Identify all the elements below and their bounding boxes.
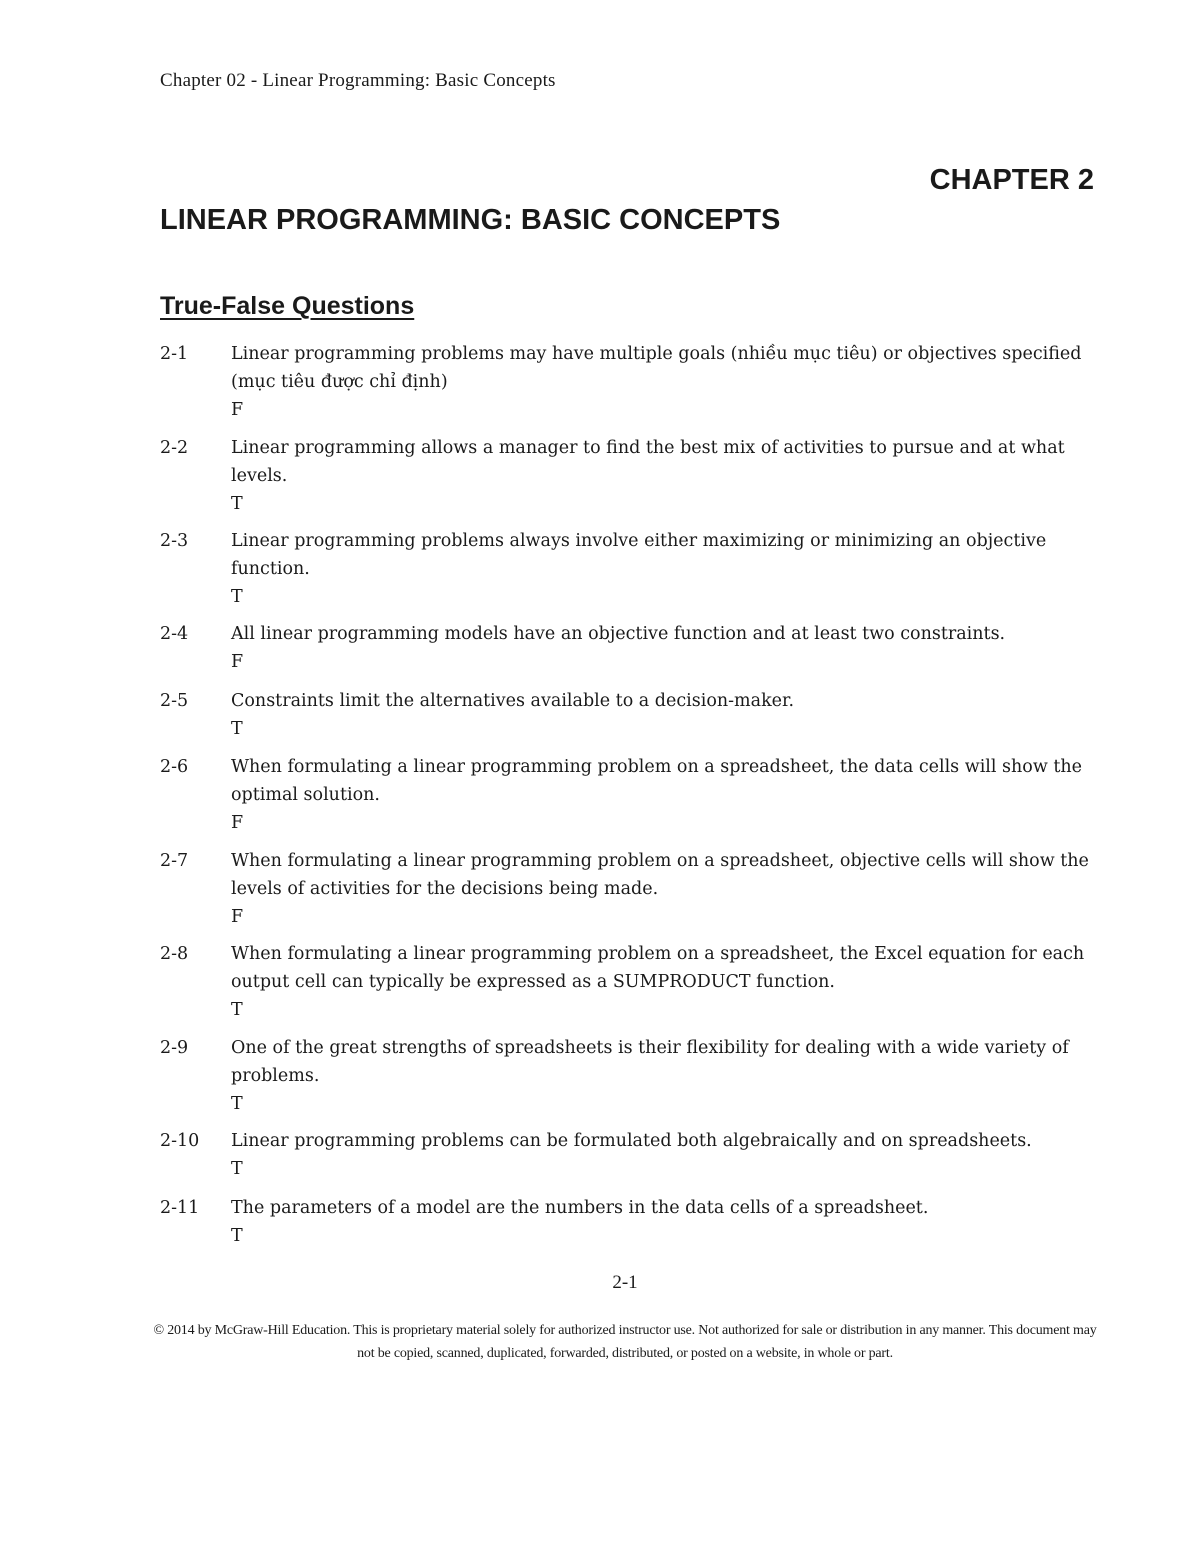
- question-item: [160, 687, 1100, 743]
- question-text: Linear programming allows a manager to find the best mix of activities to pursue and at what levels.: [231, 438, 1065, 486]
- question-item: [160, 847, 1100, 931]
- question-answer: T: [231, 494, 243, 514]
- question-number: 2-11: [160, 1198, 200, 1218]
- question-number: 2-6: [160, 757, 189, 777]
- chapter-label: CHAPTER 2: [929, 164, 1094, 196]
- question-text: When formulating a linear programming problem on a spreadsheet, objective cells will show the levels of activities for the decisions being made.: [231, 851, 1089, 899]
- question-item: [160, 1034, 1100, 1118]
- page-number: 2-1: [612, 1272, 638, 1293]
- question-number: 2-9: [160, 1038, 189, 1058]
- question-number: 2-2: [160, 438, 189, 458]
- question-item: [160, 1194, 1100, 1250]
- question-text: Linear programming problems always involve either maximizing or minimizing an objective function.: [231, 531, 1047, 579]
- question-answer: T: [231, 719, 243, 739]
- question-answer: F: [231, 907, 244, 927]
- question-number: 2-10: [160, 1131, 200, 1151]
- question-text: When formulating a linear programming problem on a spreadsheet, the data cells will show the optimal solution.: [231, 757, 1083, 805]
- question-text: The parameters of a model are the numbers in the data cells of a spreadsheet.: [231, 1198, 929, 1218]
- question-text: All linear programming models have an objective function and at least two constraints.: [231, 624, 1006, 644]
- question-item: [160, 1127, 1100, 1183]
- question-item: [160, 753, 1100, 837]
- question-item: [160, 940, 1100, 1024]
- question-answer: F: [231, 813, 244, 833]
- question-answer: F: [231, 400, 244, 420]
- question-text: When formulating a linear programming problem on a spreadsheet, the Excel equation for each output cell can typically be expressed as a SUMPRODUCT function.: [231, 944, 1085, 992]
- question-answer: T: [231, 1159, 243, 1179]
- question-answer: T: [231, 1226, 243, 1246]
- question-number: 2-4: [160, 624, 189, 644]
- question-answer: T: [231, 587, 243, 607]
- question-number: 2-5: [160, 691, 189, 711]
- question-item: [160, 340, 1100, 424]
- question-text: One of the great strengths of spreadsheets is their flexibility for dealing with a wide variety of problems.: [231, 1038, 1069, 1086]
- question-number: 2-3: [160, 531, 189, 551]
- question-answer: F: [231, 652, 244, 672]
- question-answer: T: [231, 1094, 243, 1114]
- question-number: 2-8: [160, 944, 189, 964]
- question-item: [160, 620, 1100, 676]
- chapter-title: LINEAR PROGRAMMING: BASIC CONCEPTS: [160, 204, 781, 236]
- question-answer: T: [231, 1000, 243, 1020]
- running-header: Chapter 02 - Linear Programming: Basic Concepts: [160, 70, 556, 91]
- question-text: Linear programming problems may have multiple goals (nhiều mục tiêu) or objectives specified (mục tiêu được chỉ định): [231, 344, 1082, 392]
- copyright-footer: © 2014 by McGraw-Hill Education. This is proprietary material solely for authorized instructor use. Not authorized for sale or distribution in any manner. This document may not be copied, scanned, duplicated, forwarded, distributed, or posted on a website, in whole or part.: [153, 1323, 1097, 1361]
- question-item: [160, 527, 1100, 611]
- question-number: 2-1: [160, 344, 189, 364]
- question-text: Linear programming problems can be formulated both algebraically and on spreadsheets.: [231, 1131, 1032, 1151]
- section-title: True-False Questions: [160, 292, 415, 320]
- question-text: Constraints limit the alternatives available to a decision-maker.: [231, 691, 795, 711]
- question-item: [160, 434, 1100, 518]
- question-number: 2-7: [160, 851, 189, 871]
